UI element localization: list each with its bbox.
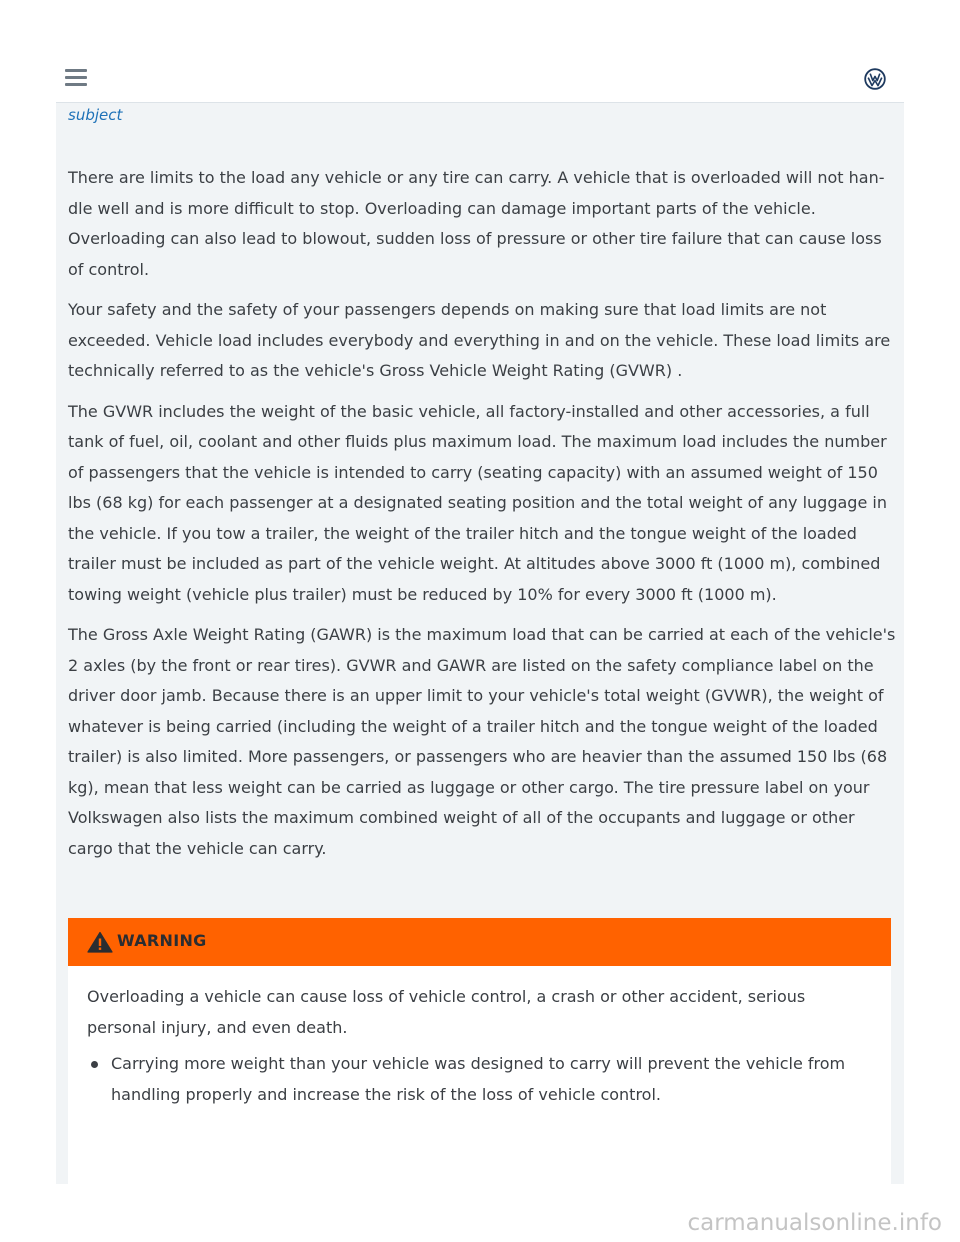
paragraph-gawr: The Gross Axle Weight Rating (GAWR) is the maximum load that can be carried at each of the vehicle's 2 axles (by the front or rear tires). GVWR and GAWR are listed on the safety compliance label on the driver door jamb. Because there is an upper limit to your vehicle's total weight (GVWR), the weight of whatever is being carried (including the weight of a trailer hitch and the tongue weight of the loaded trailer) is also limited. More passengers, or passengers who are heavier than the assumed 150 lbs (68 kg), mean that less weight can be carried as luggage or other cargo. The tire pressure label on your Volkswagen also lists the maximum combined weight of all of the occupants and luggage or other cargo that the vehicle can carry. (68, 625, 896, 858)
paragraph-gvwr-details: The GVWR includes the weight of the basic vehicle, all factory-installed and other accessories, a full tank of fuel, oil, coolant and other fluids plus maximum load. The maximum load includes the number of passengers that the vehicle is intended to carry (seating capacity) with an assumed weight of 150 lbs (68 kg) for each passenger at a designated seating position and the total weight of any luggage in the vehicle. If you tow a trailer, the weight of the trailer hitch and the tongue weight of the loaded trailer must be included as part of the vehicle weight. At altitudes above 3000 ft (1000 m), combined towing weight (vehicle plus trailer) must be reduced by 10% for every 3000 ft (1000 m). (68, 401, 887, 604)
document-panel (56, 103, 904, 1184)
warning-triangle-icon (87, 931, 113, 953)
paragraph-gvwr-intro: Your safety and the safety of your passengers depends on making sure that load limits are not exceeded. Vehicle load includes everybody and everything in and on the vehicle. These load limits are technically referred to as the vehicle's Gross Vehicle Weight Rating (GVWR) . (68, 300, 891, 380)
warning-title: WARNING (117, 931, 207, 950)
warning-body (68, 966, 891, 1110)
watermark-text: carmanualsonline.info (687, 1210, 942, 1236)
hamburger-menu-icon[interactable] (65, 69, 87, 87)
warning-intro: Overloading a vehicle can cause loss of vehicle control, a crash or other accident, serious personal injury, and even death. (87, 987, 806, 1037)
document-body (68, 163, 898, 874)
warning-box (68, 918, 891, 1184)
warning-bullet (87, 1049, 872, 1110)
volkswagen-logo-icon[interactable] (864, 68, 886, 90)
top-bar (56, 56, 904, 103)
warning-bullet-text: Carrying more weight than your vehicle was designed to carry will prevent the vehicle from handling properly and increase the risk of the loss of vehicle control. (111, 1054, 846, 1104)
bullet-dot-icon (91, 1061, 98, 1068)
paragraph-load-limits: There are limits to the load any vehicle or any tire can carry. A vehicle that is overloaded will not handle well and is more difficult to stop. Overloading can damage important parts of the vehicle. Overloading can also lead to blowout, sudden loss of pressure or other tire failure that can cause loss of control. (68, 168, 885, 279)
subject-link[interactable]: subject (68, 106, 123, 124)
warning-header (68, 918, 891, 966)
